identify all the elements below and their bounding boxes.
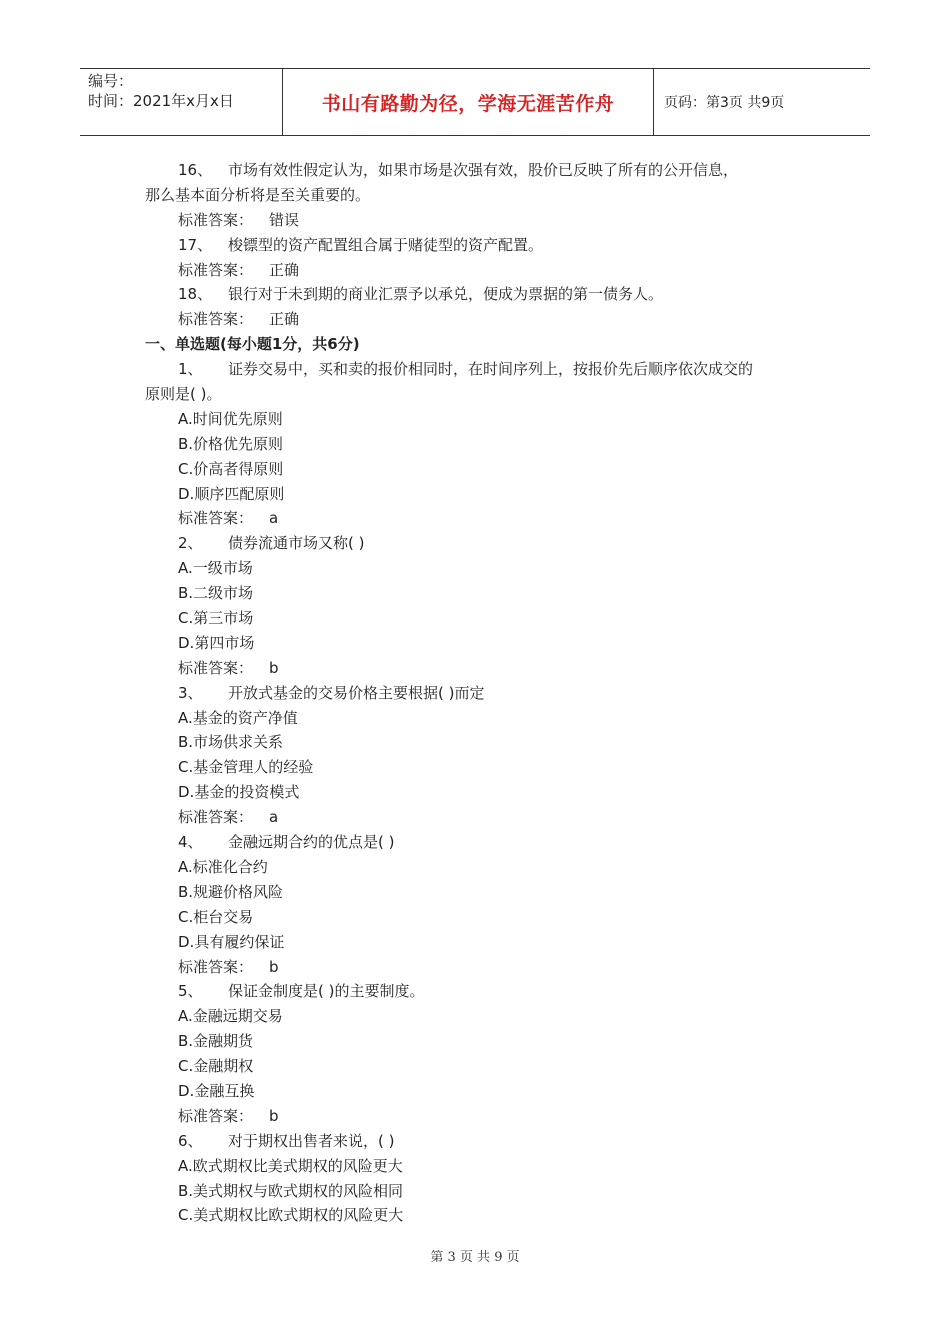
header-motto: 书山有路勤为径，学海无涯苦作舟 [282,69,654,135]
answer-line: 标准答案： a [0,805,950,830]
option: B.二级市场 [178,584,254,603]
question-text: 证券交易中，买和卖的报价相同时，在时间序列上，按报价先后顺序依次成交的 [228,360,754,379]
answer-line: 标准答案： 正确 [0,258,950,283]
question-number: 1、 [178,360,203,379]
page-footer: 第 3 页 共 9 页 [430,1250,520,1265]
answer-line: 标准答案： b [0,656,950,681]
header-meta [80,69,282,135]
answer-value: a [269,509,279,528]
answer-value: b [269,658,279,677]
option: D.第四市场 [178,633,255,652]
option: C.柜台交易 [178,907,254,926]
question [0,681,950,830]
answer-value: 正确 [269,310,300,329]
document-body [0,158,950,1228]
option: B.市场供求关系 [178,733,284,752]
header-page-info: 页码：第3页 共9页 [664,95,785,111]
doc-number-label: 编号： [88,72,134,90]
option: A.时间优先原则 [178,409,283,428]
option: C.美式期权比欧式期权的风险更大 [178,1206,404,1225]
answer-value: b [269,957,279,976]
option: C.价高者得原则 [178,459,284,478]
question-text: 保证金制度是( )的主要制度。 [228,982,425,1001]
option: B.美式期权与欧式期权的风险相同 [178,1181,404,1200]
item-number: 17、 [178,235,213,254]
option: A.欧式期权比美式期权的风险更大 [178,1156,403,1175]
option: B.价格优先原则 [178,434,284,453]
answer-line: 标准答案： 错误 [0,208,950,233]
option: A.基金的资产净值 [178,708,298,727]
option: C.第三市场 [178,609,254,628]
item-text: 梭镖型的资产配置组合属于赌徒型的资产配置。 [228,235,544,254]
option: D.金融互换 [178,1081,255,1100]
section-title: 一、单选题(每小题1分，共6分) [145,335,360,354]
answer-line: 标准答案： b [0,955,950,980]
question [0,531,950,680]
question-number: 5、 [178,982,203,1001]
question-number: 6、 [178,1131,203,1150]
tf-item [0,158,950,233]
question-number: 2、 [178,534,203,553]
question [0,1129,950,1229]
answer-line: 标准答案： 正确 [0,307,950,332]
question [0,979,950,1128]
answer-line: 标准答案： a [0,506,950,531]
option: B.金融期货 [178,1032,254,1051]
answer-value: b [269,1106,279,1125]
item-text-continued: 那么基本面分析将是至关重要的。 [145,185,371,204]
item-number: 16、 [178,161,213,179]
option: A.金融远期交易 [178,1007,283,1026]
answer-value: a [269,808,279,827]
page-header [80,68,870,136]
option: C.金融期权 [178,1057,254,1076]
question-number: 4、 [178,833,203,852]
question-number: 3、 [178,683,203,702]
question-text: 对于期权出售者来说，( ) [228,1131,395,1150]
item-text: 银行对于未到期的商业汇票予以承兑，便成为票据的第一债务人。 [228,285,664,304]
item-number: 18、 [178,285,213,304]
doc-time-label: 时间：2021年x月x日 [88,92,234,110]
option: A.标准化合约 [178,857,268,876]
question-text-continued: 原则是( )。 [145,385,222,404]
answer-value: 正确 [269,260,300,279]
item-text: 市场有效性假定认为，如果市场是次强有效，股价已反映了所有的公开信息， [228,161,739,179]
option: D.顺序匹配原则 [178,484,285,503]
question [0,357,950,531]
option: A.一级市场 [178,559,253,578]
tf-item [0,233,950,283]
option: D.基金的投资模式 [178,783,300,802]
answer-line: 标准答案： b [0,1104,950,1129]
option: B.规避价格风险 [178,882,284,901]
question [0,830,950,979]
tf-item [0,282,950,332]
question-text: 债券流通市场又称( ) [228,534,365,553]
question-text: 开放式基金的交易价格主要根据( )而定 [228,683,485,702]
question-text: 金融远期合约的优点是( ) [228,833,395,852]
answer-value: 错误 [269,210,300,229]
option: C.基金管理人的经验 [178,758,314,777]
option: D.具有履约保证 [178,932,285,951]
